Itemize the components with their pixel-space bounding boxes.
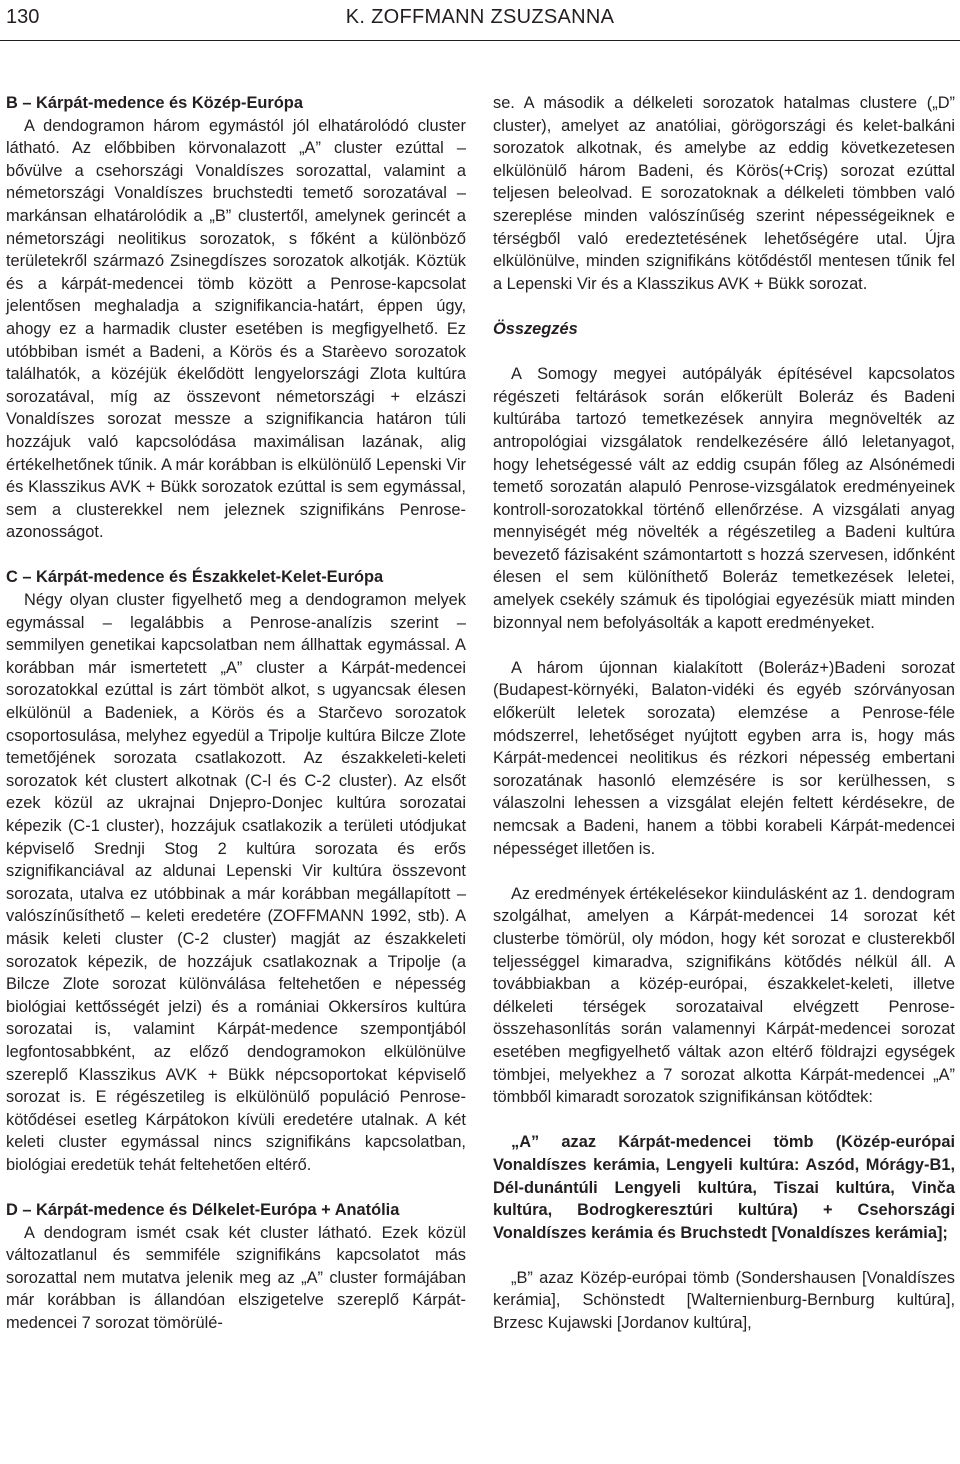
summary-paragraph-1: A Somogy megyei autópályák építésével kapcsolatos régészeti feltárások során előkerült Boleráz és Badeni kultúrába tartozó temetkezések annyira megnövelték az antropológiai vizsgálatok rendelkezésére álló leletanyagot, hogy lehetségessé vált az eddig csupán főleg az Alsónémedi temető sorozatán alapuló Penrose-vizsgálatok eredményeinek kontroll-sorozatokkal történő ellenőrzése. A vizsgálati anyag mennyiségét még növelték a régészetileg a Badeni kultúra bevezető fázisaként számontartott s hozzá szervesen, időnként élesen el sem különíthető Boleráz temetkezések leletei, amelyek csekély számuk és tipológiai egyezésük miatt minden bizonnyal nem befolyásolták a kapott eredményeket. xyxy=(493,365,955,632)
left-column xyxy=(6,92,466,1335)
summary-heading: Összegzés xyxy=(493,319,578,338)
spacer xyxy=(6,544,466,567)
spacer xyxy=(493,295,955,318)
running-header xyxy=(0,0,960,44)
block-a-definition: „A” azaz Kárpát-medencei tömb (Közép-európai Vonaldíszes kerámia, Lengyeli kultúra: Aszód, Mórágy-B1, Dél-dunántúli Lengyeli kultúra, Tiszai kultúra, Vinča kultúra, Bodrogkeresztúri kultúra) + Csehországi Vonaldíszes kerámia és Bruchstedt [Vonaldíszes kerámia]; xyxy=(493,1133,955,1242)
spacer xyxy=(6,1177,466,1200)
summary-paragraph-3: Az eredmények értékelésekor kiindulásként az 1. dendogram szolgálhat, amelyen a Kárpát-medencei 14 sorozat két clusterbe tömörül, oly módon, hogy két sorozat e clusterekből teljességgel kimaradva, szignifikáns kötődés nélkül áll. A továbbiakban a közép-európai, északkelet-keleti, illetve délkeleti térségek sorozataival elvégzett Penrose-összehasonlítás során valamennyi Kárpát-medencei sorozat esetében megfigyelhető váltak azon eltérő földrajzi egységek tömbjei, melyekhez a 7 sorozat alkotta Kárpát-medencei „A” tömbből kimaradt sorozatok szignifikánsan kötődtek: xyxy=(493,884,955,1107)
block-b-definition: „B” azaz Közép-európai tömb (Sondershausen [Vonaldíszes kerámia], Schönstedt [Walternienburg-Bernburg kultúra], Brzesc Kujawski [Jordanov kultúra], xyxy=(493,1268,955,1333)
header-rule xyxy=(0,40,960,41)
summary-paragraph-2: A három újonnan kialakított (Boleráz+)Badeni sorozat (Budapest-környéki, Balaton-vidéki és egyéb szórványosan előkerült leletek sorozata) elemzése a Penrose-féle módszerrel, lehetőséget nyújtott egyben arra is, hogy más Kárpát-medencei neolitikus és rézkori népesség embertani sorozatának hasonló elemzésére is sor kerülhessen, s válaszolni lehessen a vizsgálat elején feltett kérdésekre, de nemcsak a Badeni, hanem a többi korabeli Kárpát-medencei népességet illetően is. xyxy=(493,658,955,858)
right-column xyxy=(493,92,955,1335)
spacer xyxy=(493,341,955,364)
spacer xyxy=(493,1109,955,1132)
section-c-heading: C – Kárpát-medence és Északkelet-Kelet-Európa xyxy=(6,568,384,587)
running-title: K. ZOFFMANN ZSUZSANNA xyxy=(345,6,615,28)
section-b-heading: B – Kárpát-medence és Közép-Európa xyxy=(6,94,303,112)
section-d-paragraph: A dendogram ismét csak két cluster látható. Ezek közül változatlanul és semmiféle szignifikáns kapcsolatot más sorozattal nem mutatva jelenik meg az „A” cluster formájában már korábban is állandóan elszigetelve szereplő Kárpát-medencei 7 sorozat tömörülé- xyxy=(6,1223,466,1333)
page-number: 130 xyxy=(6,6,40,28)
spacer xyxy=(493,1244,955,1267)
spacer xyxy=(493,634,955,657)
spacer xyxy=(493,860,955,883)
section-d-continuation: se. A második a délkeleti sorozatok hatalmas clustere („D” cluster), amelyet az anatóliai, görögországi és kelet-balkáni sorozatok alkotnak, és amelybe az eddig következetesen elkülönülő három Badeni, és Körös(+Criş) sorozat ezúttal teljesen beleolvad. E sorozatoknak a délkeleti tömbben való szereplése minden valószínűség szerint népességeiknek e térségből való eredeztetésének lehetőségére utal. Újra elkülönülve, minden szignifikáns kötődéstől mentesen tűnik fel a Lepenski Vir és a Klasszikus AVK + Bükk sorozat. xyxy=(493,94,955,293)
section-c-paragraph: Négy olyan cluster figyelhető meg a dendogramon melyek egymással – legalábbis a Penrose-analízis szerint – semmilyen genetikai kapcsolatban nem állhattak egymással. A korábban már ismertetett „A” cluster a Kárpát-medencei sorozatokkal ezúttal is zárt tömböt alkot, s ugyancsak élesen elkülönül a Badeniek, a Körös és a Starčevo sorozatok csoportosulása, melyhez egyedül a Tripolje kultúra Bilcze Zlote temetőjének sorozata csatlakozott. Az északkeleti-keleti sorozatok két clustert alkotnak (C-l és C-2 cluster). Az elsőt ezek közül az ukrajnai Dnjepro-Donjec kultúra sorozatai képezik (C-1 cluster), hozzájuk csatlakozik a területi utódjukat képviselő Srednji Stog 2 kultúra sorozata és erős szignifikanciával az aldunai Lepenski Vir kultúra összevont sorozata, utalva ez utóbbinak a már korábban megállapított – valószínűsíthető – keleti eredetére (ZOFFMANN 1992, stb). A másik keleti cluster (C-2 cluster) magját az északkeleti sorozatok képezik, de hozzájuk csatlakoznak a Tripolje (a Bilcze Zlote sorozat különválása feltehetően e népesség biológiai kettősségét jelzi) és a romániai Okkersíros kultúra sorozatai is, valamint Kárpát-medence szempontjából legfontosabbként, az előző dendogramokon elkülönülve szereplő Klasszikus AVK + Bükk népcsoportokat képviselő sorozat is. E régészetileg is elkülönülő populáció Penrose-kötődései esetleg Kárpátokon kívüli eredetére utalnak. A két keleti cluster egymással nincs szignifikáns kapcsolatban, biológiai eredetük tehát feltehetően eltérő. xyxy=(6,591,466,1174)
section-d-heading: D – Kárpát-medence és Délkelet-Európa + Anatólia xyxy=(6,1201,400,1220)
section-b-paragraph: A dendogramon három egymástól jól elhatárolódó cluster látható. Az előbbiben körvonalazott „A” cluster ezúttal – bővülve a csehországi Vonaldíszes sorozattal, valamint a németországi Vonaldíszes bruchstedti temető sorozatával – markánsan elhatárolódik a „B” clustertől, amelynek gerincét a németországi neolitikus sorozatok, s főként a különböző területekről származó Zsinegdíszes sorozatok alkotják. Köztük és a kárpát-medencei tömb között a Penrose-kapcsolat jelentősen meghaladja a szignifikancia-határt, éppen úgy, ahogy ez a harmadik cluster esetében is megfigyelhető. Ez utóbbiban ismét a Badeni, a Körös és a Starèevo sorozatok találhatók, a közéjük ékelődött lengyelországi Zlota kultúra sorozatával, míg az összevont németországi + elzászi Vonaldíszes sorozat messze a szignifikancia határon túli hozzájuk való kapcsolódása maximálisan lazának, alig értékelhetőnek tűnik. A már korábban is elkülönülő Lepenski Vir és Klasszikus AVK + Bükk sorozatok ezúttal is sem egymással, sem a clusterekkel nem jeleznek szignifikáns Penrose-azonosságot. xyxy=(6,116,466,542)
